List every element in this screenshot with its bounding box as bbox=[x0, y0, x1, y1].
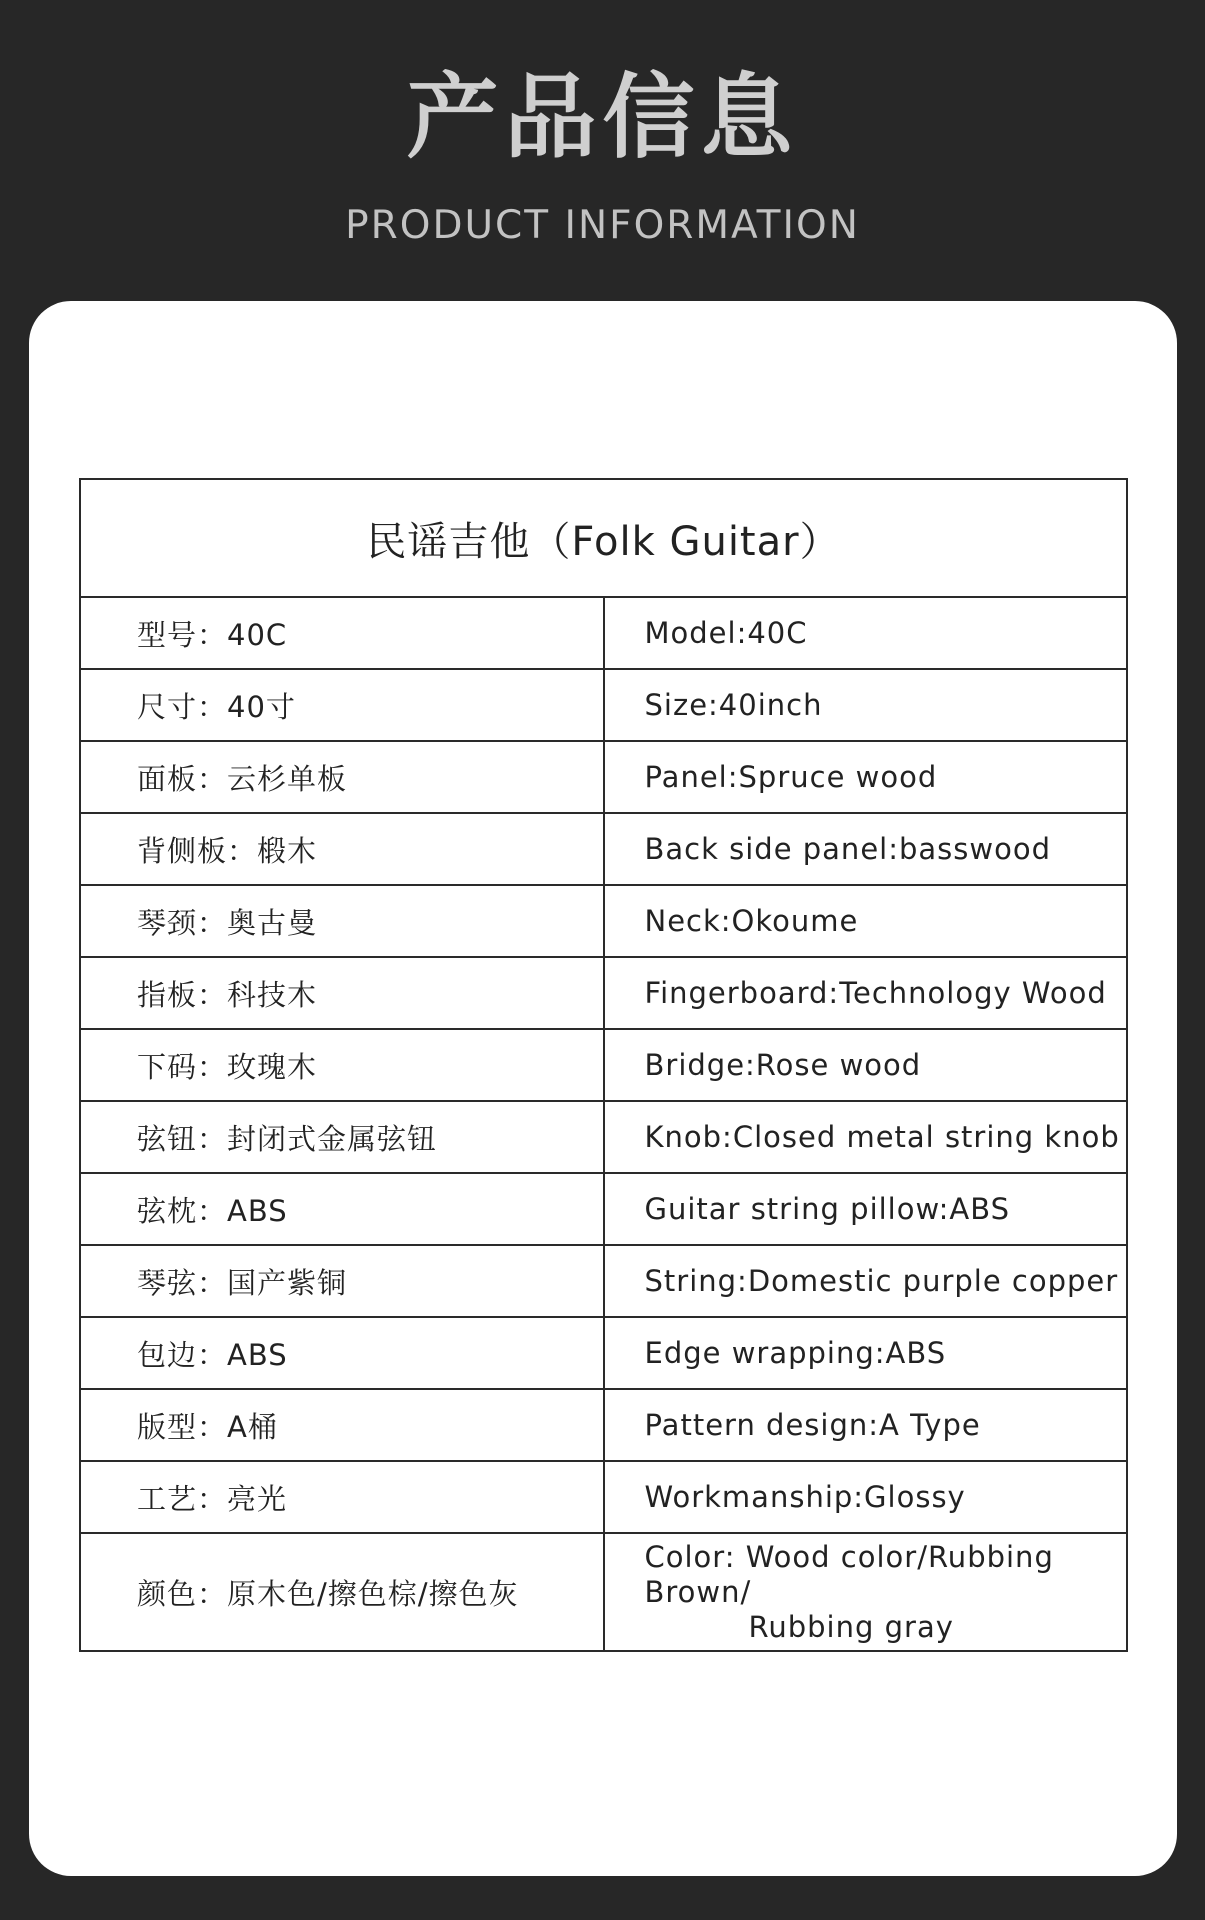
spec-cn-cell: 下码：玫瑰木 bbox=[80, 1029, 604, 1101]
table-row bbox=[80, 669, 1127, 741]
color-line-2: Rubbing gray bbox=[748, 1609, 954, 1644]
spec-en-cell: Model:40C bbox=[604, 597, 1128, 669]
spec-cn-cell: 弦枕：ABS bbox=[80, 1173, 604, 1245]
table-row bbox=[80, 597, 1127, 669]
table-title: 民谣吉他（Folk Guitar） bbox=[80, 479, 1127, 597]
spec-en-cell: Bridge:Rose wood bbox=[604, 1029, 1128, 1101]
table-row bbox=[80, 1101, 1127, 1173]
table-row bbox=[80, 813, 1127, 885]
spec-en-cell bbox=[604, 1533, 1128, 1651]
spec-en-cell: Neck:Okoume bbox=[604, 885, 1128, 957]
table-row bbox=[80, 1461, 1127, 1533]
spec-cn-cell: 琴弦：国产紫铜 bbox=[80, 1245, 604, 1317]
spec-cn-cell: 型号：40C bbox=[80, 597, 604, 669]
spec-en-cell: Workmanship:Glossy bbox=[604, 1461, 1128, 1533]
spec-cn-cell: 颜色：原木色/擦色棕/擦色灰 bbox=[80, 1533, 604, 1651]
spec-table bbox=[79, 478, 1128, 1652]
page-title-cn: 产品信息 bbox=[406, 64, 799, 171]
spec-en-cell: Guitar string pillow:ABS bbox=[604, 1173, 1128, 1245]
spec-cn-cell: 包边：ABS bbox=[80, 1317, 604, 1389]
table-row bbox=[80, 1317, 1127, 1389]
spec-cn-cell: 工艺：亮光 bbox=[80, 1461, 604, 1533]
table-row bbox=[80, 1245, 1127, 1317]
spec-en-cell: Panel:Spruce wood bbox=[604, 741, 1128, 813]
spec-en-cell: Fingerboard:Technology Wood bbox=[604, 957, 1128, 1029]
spec-cn-cell: 弦钮：封闭式金属弦钮 bbox=[80, 1101, 604, 1173]
spec-cn-cell: 面板：云杉单板 bbox=[80, 741, 604, 813]
table-header-row bbox=[80, 479, 1127, 597]
spec-en-cell: Knob:Closed metal string knob bbox=[604, 1101, 1128, 1173]
table-row bbox=[80, 741, 1127, 813]
spec-en-cell: Back side panel:basswood bbox=[604, 813, 1128, 885]
spec-en-cell: Size:40inch bbox=[604, 669, 1128, 741]
spec-en-cell: String:Domestic purple copper bbox=[604, 1245, 1128, 1317]
table-row bbox=[80, 1173, 1127, 1245]
spec-cn-cell: 琴颈：奥古曼 bbox=[80, 885, 604, 957]
table-row bbox=[80, 1029, 1127, 1101]
spec-cn-cell: 指板：科技木 bbox=[80, 957, 604, 1029]
page-title-en: PRODUCT INFORMATION bbox=[345, 203, 860, 248]
spec-cn-cell: 尺寸：40寸 bbox=[80, 669, 604, 741]
table-row-color bbox=[80, 1533, 1127, 1651]
table-row bbox=[80, 957, 1127, 1029]
spec-cn-cell: 背侧板：椴木 bbox=[80, 813, 604, 885]
table-row bbox=[80, 1389, 1127, 1461]
color-line-1: Color: Wood color/Rubbing Brown/ bbox=[644, 1539, 1054, 1609]
spec-en-cell: Pattern design:A Type bbox=[604, 1389, 1128, 1461]
table-row bbox=[80, 885, 1127, 957]
spec-cn-cell: 版型：A桶 bbox=[80, 1389, 604, 1461]
spec-en-cell: Edge wrapping:ABS bbox=[604, 1317, 1128, 1389]
